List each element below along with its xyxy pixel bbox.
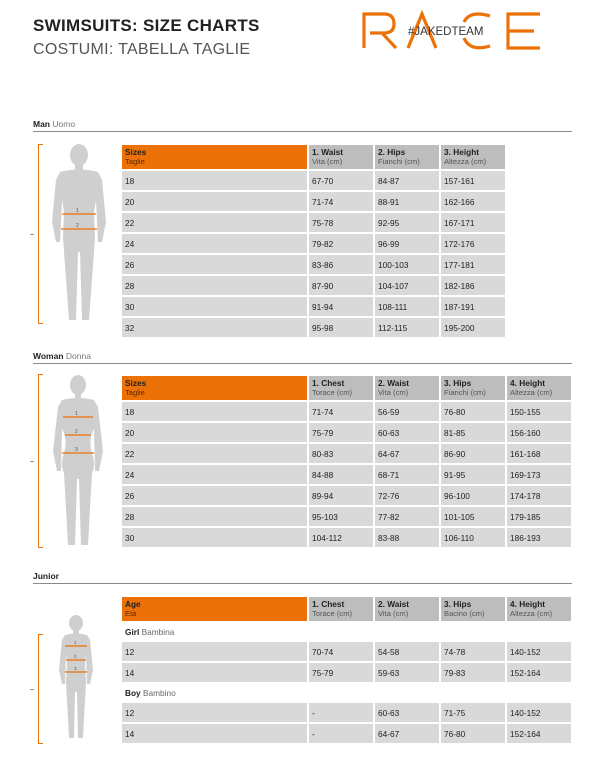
table-row xyxy=(122,486,571,507)
table-cell: 12 xyxy=(122,703,307,724)
table-cell: 87-90 xyxy=(307,276,373,297)
table-cell: 75-79 xyxy=(307,663,373,684)
woman-silhouette-icon xyxy=(48,373,108,551)
table-row xyxy=(122,234,505,255)
table-cell: 14 xyxy=(122,663,307,684)
table-row xyxy=(122,192,505,213)
table-cell: 156-160 xyxy=(505,423,571,444)
woman-height-bracket xyxy=(38,374,39,548)
table-row xyxy=(122,213,505,234)
table-cell: 72-76 xyxy=(373,486,439,507)
header-chest: 1. Chest Torace (cm) xyxy=(307,376,373,402)
table-row xyxy=(122,423,571,444)
table-cell: 67-70 xyxy=(307,171,373,192)
man-marker-1: 1 xyxy=(76,208,79,214)
table-row xyxy=(122,171,505,192)
header-hips: 3. Hips Fianchi (cm) xyxy=(439,376,505,402)
table-row xyxy=(122,318,505,339)
header-hips: 3. Hips Bacino (cm) xyxy=(439,597,505,623)
table-row xyxy=(122,642,571,663)
table-cell: 86-90 xyxy=(439,444,505,465)
man-height-bracket xyxy=(38,144,39,324)
table-cell: 18 xyxy=(122,402,307,423)
table-cell: 22 xyxy=(122,213,307,234)
table-cell: 112-115 xyxy=(373,318,439,339)
table-cell: 24 xyxy=(122,234,307,255)
table-cell: 104-112 xyxy=(307,528,373,549)
table-cell: 157-161 xyxy=(439,171,505,192)
table-cell: 77-82 xyxy=(373,507,439,528)
man-size-table xyxy=(122,145,505,339)
header-waist: 2. Waist Vita (cm) xyxy=(373,376,439,402)
man-divider xyxy=(33,131,572,132)
table-cell: 186-193 xyxy=(505,528,571,549)
table-cell: 28 xyxy=(122,507,307,528)
boy-subheader xyxy=(122,684,571,703)
table-cell: - xyxy=(307,724,373,745)
table-cell: 75-78 xyxy=(307,213,373,234)
woman-marker-1: 1 xyxy=(75,411,78,417)
table-cell: 100-103 xyxy=(373,255,439,276)
table-row xyxy=(122,528,571,549)
table-cell: Boy Bambino xyxy=(122,684,571,703)
table-cell: 83-88 xyxy=(373,528,439,549)
junior-marker-1: 1 xyxy=(74,640,77,645)
header-chest: 1. Chest Torace (cm) xyxy=(307,597,373,623)
table-cell: 12 xyxy=(122,642,307,663)
table-cell: 89-94 xyxy=(307,486,373,507)
table-cell: 24 xyxy=(122,465,307,486)
table-cell: 95-98 xyxy=(307,318,373,339)
table-cell: 140-152 xyxy=(505,642,571,663)
table-cell: 96-100 xyxy=(439,486,505,507)
table-row xyxy=(122,465,571,486)
table-cell: 71-74 xyxy=(307,192,373,213)
table-row xyxy=(122,255,505,276)
table-cell: 71-74 xyxy=(307,402,373,423)
table-cell: 79-82 xyxy=(307,234,373,255)
table-cell: 18 xyxy=(122,171,307,192)
table-cell: 104-107 xyxy=(373,276,439,297)
table-cell: 28 xyxy=(122,276,307,297)
junior-height-bracket xyxy=(38,634,39,744)
table-cell: 80-83 xyxy=(307,444,373,465)
page-subtitle: COSTUMI: TABELLA TAGLIE xyxy=(33,41,251,58)
table-row xyxy=(122,703,571,724)
table-cell: 92-95 xyxy=(373,213,439,234)
table-cell: 70-74 xyxy=(307,642,373,663)
junior-size-table xyxy=(122,597,571,745)
table-row xyxy=(122,402,571,423)
table-cell: 88-91 xyxy=(373,192,439,213)
table-cell: 161-168 xyxy=(505,444,571,465)
table-cell: 26 xyxy=(122,486,307,507)
man-marker-2: 2 xyxy=(76,223,79,229)
table-cell: 150-155 xyxy=(505,402,571,423)
table-cell: 20 xyxy=(122,192,307,213)
junior-marker-2: 2 xyxy=(74,654,77,659)
junior-section-label: Junior xyxy=(33,571,59,581)
table-cell: 84-87 xyxy=(373,171,439,192)
table-cell: 84-88 xyxy=(307,465,373,486)
table-cell: 60-63 xyxy=(373,423,439,444)
table-cell: 91-95 xyxy=(439,465,505,486)
race-logo xyxy=(362,8,548,52)
table-cell: 56-59 xyxy=(373,402,439,423)
table-header-row xyxy=(122,376,571,402)
header-sizes: Sizes Taglie xyxy=(122,376,307,402)
header-hips: 2. Hips Fianchi (cm) xyxy=(373,145,439,171)
table-cell: 187-191 xyxy=(439,297,505,318)
table-row xyxy=(122,663,571,684)
table-cell: 76-80 xyxy=(439,402,505,423)
header-waist: 2. Waist Vita (cm) xyxy=(373,597,439,623)
table-row xyxy=(122,444,571,465)
header-waist: 1. Waist Vita (cm) xyxy=(307,145,373,171)
logo-tag: #JAKEDTEAM xyxy=(408,26,484,38)
table-cell: 68-71 xyxy=(373,465,439,486)
table-cell: 59-63 xyxy=(373,663,439,684)
table-cell: 140-152 xyxy=(505,703,571,724)
page-title: SWIMSUITS: SIZE CHARTS xyxy=(33,16,260,35)
table-cell: 64-67 xyxy=(373,724,439,745)
table-cell: 75-79 xyxy=(307,423,373,444)
table-row xyxy=(122,276,505,297)
table-cell: 74-78 xyxy=(439,642,505,663)
header-height: 4. Height Altezza (cm) xyxy=(505,376,571,402)
woman-marker-3: 3 xyxy=(75,447,78,453)
table-cell: 81-85 xyxy=(439,423,505,444)
table-cell: 83-86 xyxy=(307,255,373,276)
header-age: Age Età xyxy=(122,597,307,623)
table-cell: 30 xyxy=(122,528,307,549)
woman-marker-2: 2 xyxy=(75,429,78,435)
table-cell: 30 xyxy=(122,297,307,318)
man-section-label: Man Uomo xyxy=(33,119,76,129)
table-cell: 174-178 xyxy=(505,486,571,507)
table-cell: 152-164 xyxy=(505,724,571,745)
table-cell: 106-110 xyxy=(439,528,505,549)
table-cell: 108-111 xyxy=(373,297,439,318)
woman-size-table xyxy=(122,376,571,549)
table-cell: 64-67 xyxy=(373,444,439,465)
table-cell: 14 xyxy=(122,724,307,745)
header-height: 3. Height Altezza (cm) xyxy=(439,145,505,171)
junior-marker-3: 3 xyxy=(74,666,77,671)
table-row xyxy=(122,297,505,318)
table-cell: 20 xyxy=(122,423,307,444)
header-sizes: Sizes Taglie xyxy=(122,145,307,171)
woman-divider xyxy=(33,363,572,364)
table-cell: - xyxy=(307,703,373,724)
table-cell: Girl Bambina xyxy=(122,623,571,642)
table-cell: 22 xyxy=(122,444,307,465)
table-cell: 26 xyxy=(122,255,307,276)
girl-subheader xyxy=(122,623,571,642)
junior-divider xyxy=(33,583,572,584)
table-cell: 177-181 xyxy=(439,255,505,276)
table-cell: 101-105 xyxy=(439,507,505,528)
table-cell: 76-80 xyxy=(439,724,505,745)
table-cell: 172-176 xyxy=(439,234,505,255)
table-cell: 152-164 xyxy=(505,663,571,684)
table-cell: 71-75 xyxy=(439,703,505,724)
table-cell: 32 xyxy=(122,318,307,339)
table-cell: 195-200 xyxy=(439,318,505,339)
man-silhouette-icon xyxy=(46,142,112,326)
table-header-row xyxy=(122,145,505,171)
table-header-row xyxy=(122,597,571,623)
table-row xyxy=(122,724,571,745)
table-cell: 169-173 xyxy=(505,465,571,486)
table-cell: 167-171 xyxy=(439,213,505,234)
table-cell: 96-99 xyxy=(373,234,439,255)
table-cell: 162-166 xyxy=(439,192,505,213)
woman-section-label: Woman Donna xyxy=(33,351,91,361)
table-cell: 95-103 xyxy=(307,507,373,528)
table-cell: 60-63 xyxy=(373,703,439,724)
header-height: 4. Height Altezza (cm) xyxy=(505,597,571,623)
table-cell: 91-94 xyxy=(307,297,373,318)
table-cell: 54-58 xyxy=(373,642,439,663)
table-row xyxy=(122,507,571,528)
table-cell: 179-185 xyxy=(505,507,571,528)
table-cell: 79-83 xyxy=(439,663,505,684)
junior-silhouette-icon xyxy=(58,614,94,742)
table-cell: 182-186 xyxy=(439,276,505,297)
